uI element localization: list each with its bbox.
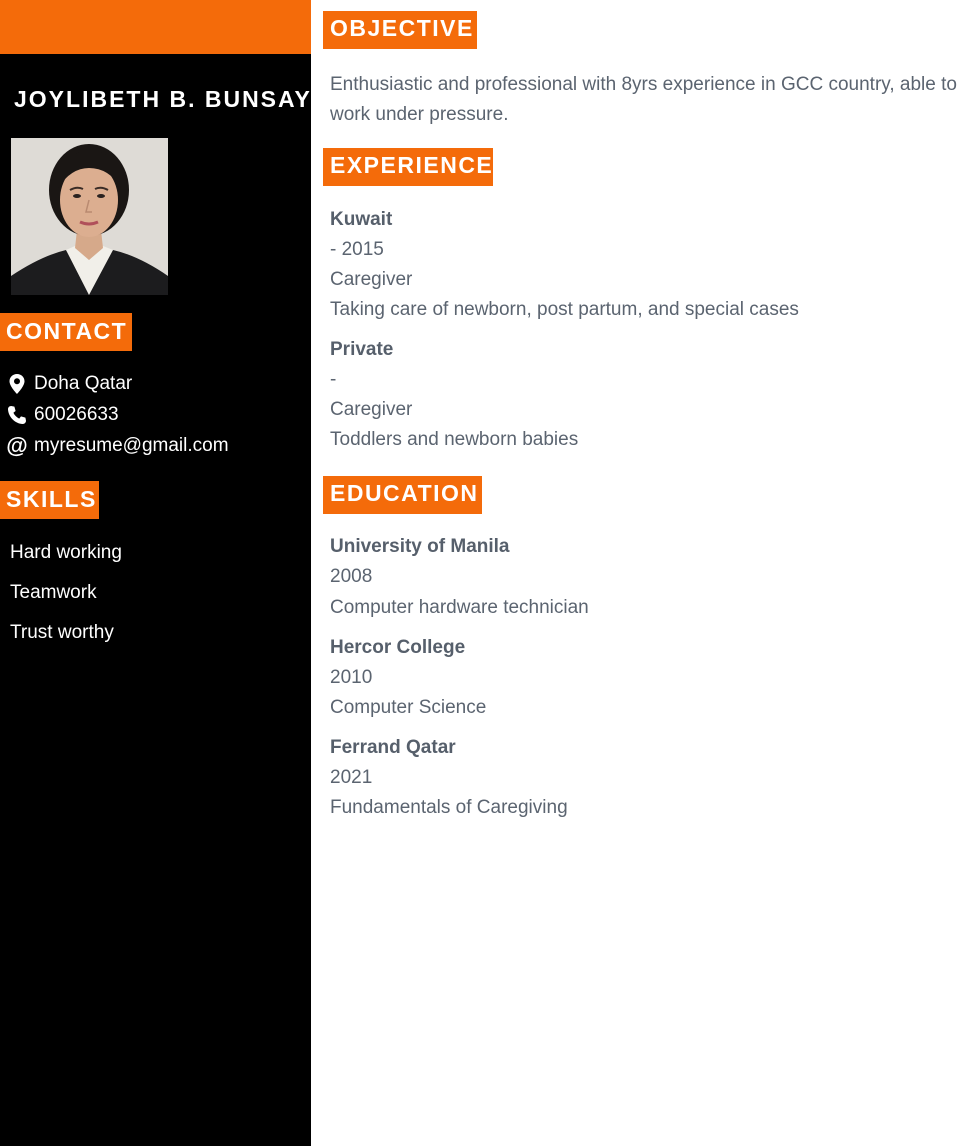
experience-role: Caregiver [330,399,413,420]
education-field: Computer hardware technician [330,597,589,618]
experience-heading: EXPERIENCE [323,148,493,186]
education-heading: EDUCATION [323,476,482,514]
sidebar [0,0,311,1146]
education-field: Fundamentals of Caregiving [330,797,568,818]
experience-description: Taking care of newborn, post partum, and special cases [330,299,799,320]
experience-employer: Private [330,339,394,360]
skill-item: Hard working [10,542,122,563]
at-sign-icon [6,435,28,457]
contact-phone [6,402,119,428]
contact-phone-text: 60026633 [34,404,119,425]
experience-employer: Kuwait [330,209,393,230]
experience-dates: - 2015 [330,239,384,260]
education-school: University of Manila [330,536,510,557]
candidate-name: JOYLIBETH B. BUNSAY [14,86,312,112]
skills-heading: SKILLS [0,481,99,519]
experience-role: Caregiver [330,269,413,290]
skill-item: Teamwork [10,582,97,603]
skill-item: Trust worthy [10,622,114,643]
experience-dates: - [330,369,337,390]
profile-photo [11,138,168,295]
education-school: Hercor College [330,637,466,658]
education-field: Computer Science [330,697,487,718]
contact-location-text: Doha Qatar [34,373,133,394]
contact-email [6,433,229,459]
education-year: 2021 [330,767,373,788]
experience-description: Toddlers and newborn babies [330,429,579,450]
at-sign-glyph: @ [6,433,28,458]
contact-location [6,371,132,397]
education-year: 2010 [330,667,373,688]
objective-text: Enthusiastic and professional with 8yrs experience in GCC country, able to work under pressure. [330,74,957,125]
location-pin-icon [6,373,28,395]
education-school: Ferrand Qatar [330,737,456,758]
education-year: 2008 [330,566,373,587]
objective-heading: OBJECTIVE [323,11,477,49]
phone-icon [6,404,28,426]
contact-heading: CONTACT [0,313,132,351]
sidebar-accent-bar [0,0,311,54]
contact-email-text: myresume@gmail.com [34,435,229,456]
